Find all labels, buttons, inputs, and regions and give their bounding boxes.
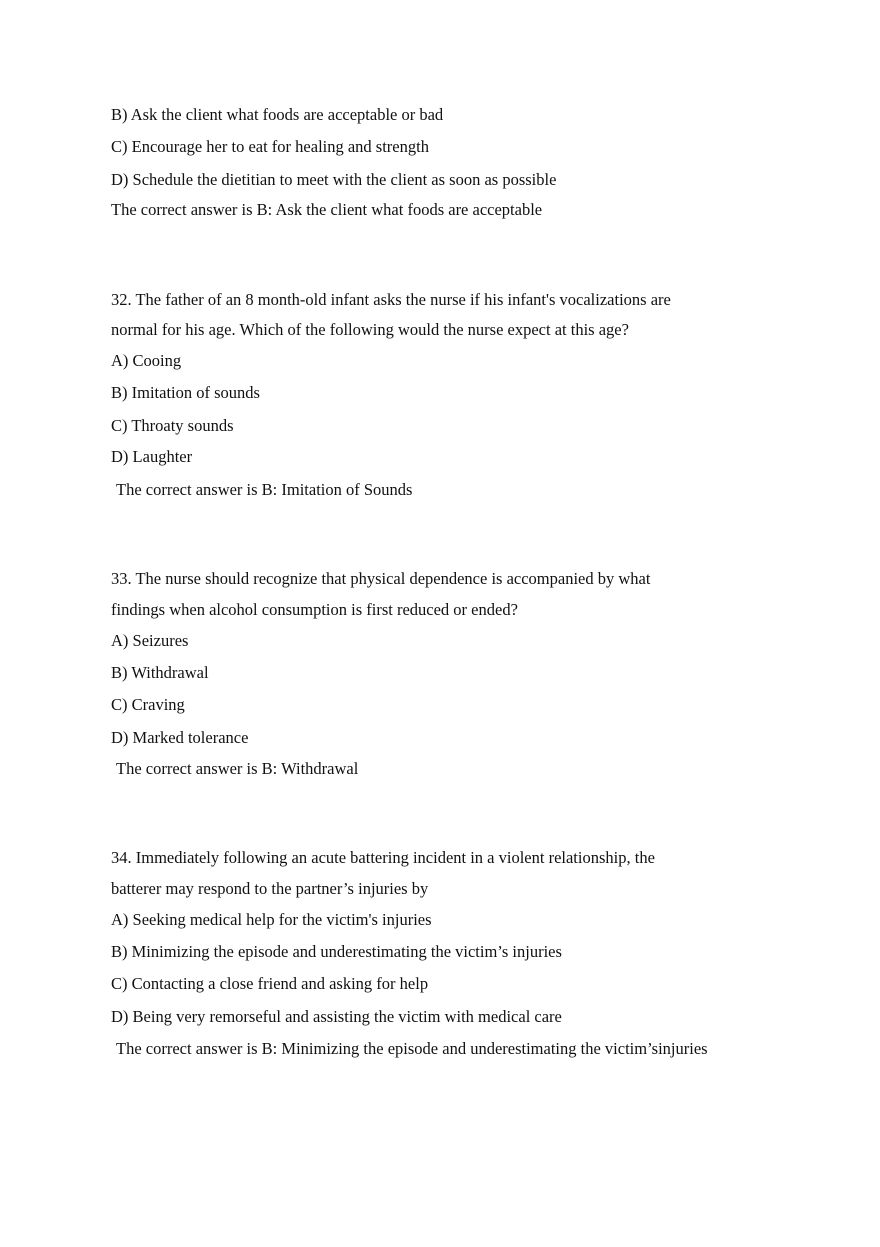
q33-option-b: B) Withdrawal: [111, 663, 209, 682]
q32-answer: The correct answer is B: Imitation of Sounds: [116, 480, 413, 499]
q32-option-a: A) Cooing: [111, 351, 182, 370]
q34-option-d: D) Being very remorseful and assisting the victim with medical care: [111, 1007, 562, 1026]
q34-stem-line-2: batterer may respond to the partner’s injuries by: [111, 879, 429, 898]
q33-option-d: D) Marked tolerance: [111, 728, 249, 747]
q33-option-c: C) Craving: [111, 695, 185, 714]
carryover-option-d: D) Schedule the dietitian to meet with the client as soon as possible: [111, 170, 557, 189]
q33-option-a: A) Seizures: [111, 631, 189, 650]
q32-stem-line-1: 32. The father of an 8 month-old infant asks the nurse if his infant's vocalizations are: [111, 290, 671, 309]
q33-answer: The correct answer is B: Withdrawal: [116, 759, 359, 778]
q32-option-d: D) Laughter: [111, 447, 193, 466]
q33-stem-line-2: findings when alcohol consumption is first reduced or ended?: [111, 600, 518, 619]
q34-stem-line-1: 34. Immediately following an acute battering incident in a violent relationship, the: [111, 848, 655, 867]
q34-option-a: A) Seeking medical help for the victim's injuries: [111, 910, 432, 929]
q34-option-b: B) Minimizing the episode and underestimating the victim’s injuries: [111, 942, 562, 961]
q33-stem-line-1: 33. The nurse should recognize that physical dependence is accompanied by what: [111, 569, 651, 588]
q32-stem-line-2: normal for his age. Which of the following would the nurse expect at this age?: [111, 320, 629, 339]
carryover-option-c: C) Encourage her to eat for healing and strength: [111, 137, 429, 156]
carryover-option-b: B) Ask the client what foods are acceptable or bad: [111, 105, 444, 124]
q32-option-b: B) Imitation of sounds: [111, 383, 260, 402]
q34-option-c: C) Contacting a close friend and asking for help: [111, 974, 429, 993]
carryover-answer: The correct answer is B: Ask the client what foods are acceptable: [111, 200, 543, 219]
q32-option-c: C) Throaty sounds: [111, 416, 234, 435]
q34-answer: The correct answer is B: Minimizing the episode and underestimating the victim’sinjuries: [116, 1039, 708, 1058]
